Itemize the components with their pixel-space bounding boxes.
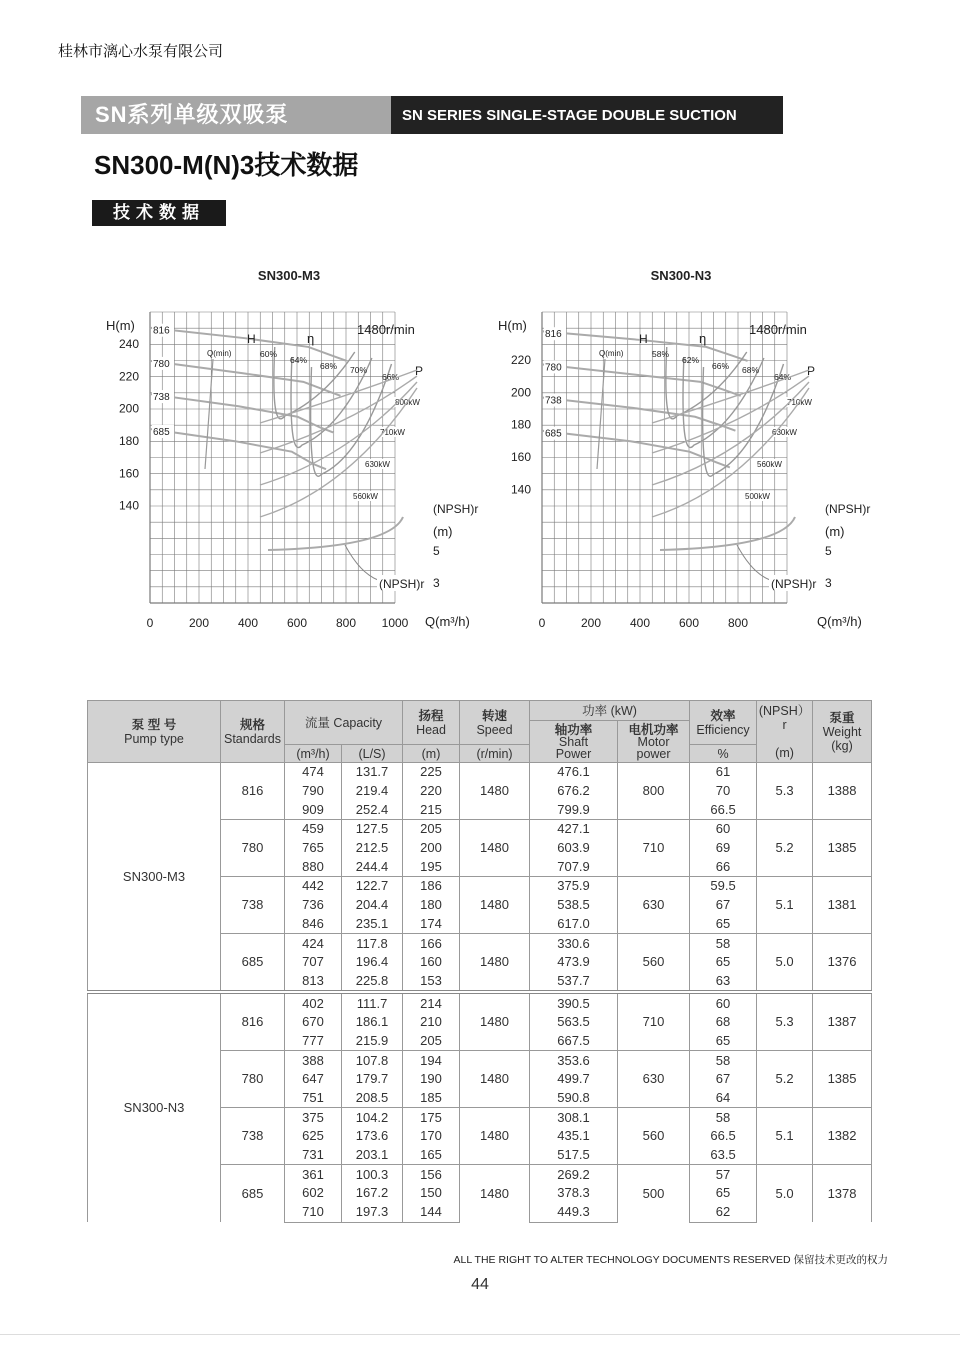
shaft-power-cell: 427.1 [530, 820, 618, 839]
th-efficiency-unit: % [690, 745, 757, 763]
shaft-power-cell: 353.6 [530, 1051, 618, 1070]
head-cell: 185 [403, 1089, 460, 1108]
flow-ls-cell: 179.7 [342, 1070, 403, 1089]
head-cell: 153 [403, 972, 460, 993]
head-curve-label: 780 [153, 358, 170, 370]
head-cell: 190 [403, 1070, 460, 1089]
x-tick-label: 200 [188, 616, 210, 630]
efficiency-cell: 66.5 [690, 800, 757, 819]
shaft-power-cell: 517.5 [530, 1146, 618, 1165]
shaft-power-cell: 476.1 [530, 763, 618, 782]
npsh-cell: 5.1 [757, 877, 813, 934]
head-curve-780 [542, 364, 741, 395]
x-tick-label: 1000 [381, 616, 409, 630]
power-label: 560kW [353, 492, 378, 501]
power-label: 500kW [745, 492, 770, 501]
speed-cell: 1480 [460, 877, 530, 934]
flow-m3h-cell: 361 [285, 1165, 342, 1184]
flow-ls-cell: 117.8 [342, 934, 403, 953]
section-tag: 技术数据 [92, 200, 226, 226]
shaft-power-cell: 269.2 [530, 1165, 618, 1184]
shaft-power-cell: 590.8 [530, 1089, 618, 1108]
pump-model-cell: SN300-M3 [88, 763, 221, 993]
npsh-pointer [345, 545, 378, 580]
head-curve-label: 816 [153, 325, 170, 337]
series-banner-cn: SN系列单级双吸泵 [81, 96, 391, 134]
qmin-marker: Q(min) [599, 349, 624, 358]
shaft-power-cell: 538.5 [530, 896, 618, 915]
weight-cell: 1385 [813, 1051, 872, 1108]
head-marker: H [639, 332, 648, 346]
motor-power-cell: 800 [618, 763, 690, 820]
flow-ls-cell: 122.7 [342, 877, 403, 896]
flow-m3h-cell: 710 [285, 1203, 342, 1222]
efficiency-cell: 67 [690, 896, 757, 915]
shaft-power-cell: 473.9 [530, 953, 618, 972]
flow-ls-cell: 204.4 [342, 896, 403, 915]
weight-cell: 1387 [813, 992, 872, 1051]
flow-m3h-cell: 880 [285, 857, 342, 876]
npsh-cell: 5.1 [757, 1108, 813, 1165]
pump-model-cell: SN300-N3 [88, 992, 221, 1222]
efficiency-curve [274, 347, 355, 419]
efficiency-cell: 62 [690, 1203, 757, 1222]
flow-m3h-cell: 625 [285, 1127, 342, 1146]
speed-cell: 1480 [460, 1165, 530, 1222]
flow-m3h-cell: 777 [285, 1032, 342, 1051]
motor-power-cell: 710 [618, 820, 690, 877]
page-edge-line [0, 1334, 960, 1335]
power-label: 630kW [365, 460, 390, 469]
efficiency-cell: 66 [690, 857, 757, 876]
x-tick-label: 800 [727, 616, 749, 630]
npsh-inline-label: (NPSH)r [379, 577, 425, 591]
th-pump-type: 泵 型 号 Pump type [88, 701, 221, 763]
efficiency-cell: 69 [690, 839, 757, 858]
standard-cell: 780 [221, 820, 285, 877]
speed-label: 1480r/min [749, 322, 807, 337]
flow-m3h-cell: 790 [285, 782, 342, 801]
shaft-power-cell: 330.6 [530, 934, 618, 953]
efficiency-cell: 65 [690, 1184, 757, 1203]
flow-m3h-cell: 442 [285, 877, 342, 896]
flow-m3h-cell: 765 [285, 839, 342, 858]
y-tick-label: 200 [510, 385, 531, 400]
efficiency-cell: 65 [690, 953, 757, 972]
th-capacity-m3h: (m³/h) [285, 745, 342, 763]
flow-ls-cell: 212.5 [342, 839, 403, 858]
npsh-axis-label: (NPSH)r [825, 502, 871, 516]
standard-cell: 738 [221, 1108, 285, 1165]
weight-cell: 1385 [813, 820, 872, 877]
series-banner-en: SN SERIES SINGLE-STAGE DOUBLE SUCTION PUMPS [391, 96, 783, 134]
power-label: 800kW [395, 398, 420, 407]
head-cell: 180 [403, 896, 460, 915]
efficiency-cell: 65 [690, 915, 757, 934]
qmin-line [597, 359, 605, 469]
head-curve-label: 816 [545, 329, 562, 341]
head-curve-685 [542, 428, 730, 468]
y-tick-label: 180 [118, 434, 139, 448]
efficiency-cell: 61 [690, 763, 757, 782]
efficiency-label: 60% [260, 349, 278, 359]
shaft-power-cell: 449.3 [530, 1203, 618, 1222]
head-curve-738 [150, 394, 333, 432]
npsh-tick-label: 5 [433, 544, 440, 558]
motor-power-cell: 630 [618, 1051, 690, 1108]
y-axis-label: H(m) [498, 318, 527, 333]
weight-cell: 1376 [813, 934, 872, 993]
speed-cell: 1480 [460, 934, 530, 993]
x-axis-label: Q(m³/h) [425, 614, 470, 629]
y-tick-label: 160 [118, 466, 139, 481]
npsh-axis-unit: (m) [433, 524, 453, 539]
power-label: 560kW [757, 460, 782, 469]
speed-cell: 1480 [460, 820, 530, 877]
flow-ls-cell: 131.7 [342, 763, 403, 782]
x-tick-label: 400 [237, 616, 259, 630]
th-weight: 泵重 Weight (kg) [813, 701, 872, 763]
head-cell: 165 [403, 1146, 460, 1165]
efficiency-cell: 58 [690, 934, 757, 953]
flow-m3h-cell: 736 [285, 896, 342, 915]
efficiency-label: 70% [350, 365, 368, 375]
x-tick-label: 600 [286, 616, 308, 630]
efficiency-label: 68% [320, 361, 338, 371]
head-cell: 186 [403, 877, 460, 896]
shaft-power-cell: 435.1 [530, 1127, 618, 1146]
flow-m3h-cell: 474 [285, 763, 342, 782]
y-tick-label: 180 [510, 417, 531, 432]
efficiency-cell: 64 [690, 1089, 757, 1108]
npsh-pointer [737, 545, 770, 580]
th-power: 功率 (kW) [530, 701, 690, 721]
flow-ls-cell: 104.2 [342, 1108, 403, 1127]
shaft-power-cell: 617.0 [530, 915, 618, 934]
flow-ls-cell: 252.4 [342, 800, 403, 819]
shaft-power-cell: 537.7 [530, 972, 618, 993]
flow-ls-cell: 173.6 [342, 1127, 403, 1146]
power-marker: P [415, 364, 424, 378]
head-cell: 195 [403, 857, 460, 876]
head-marker: H [247, 332, 256, 346]
shaft-power-cell: 375.9 [530, 877, 618, 896]
flow-ls-cell: 127.5 [342, 820, 403, 839]
standard-cell: 816 [221, 992, 285, 1051]
table-row [88, 763, 872, 782]
spec-table [87, 700, 872, 1223]
th-capacity-ls: (L/S) [342, 745, 403, 763]
weight-cell: 1388 [813, 763, 872, 820]
shaft-power-cell: 499.7 [530, 1070, 618, 1089]
head-cell: 194 [403, 1051, 460, 1070]
efficiency-cell: 65 [690, 1032, 757, 1051]
flow-m3h-cell: 375 [285, 1108, 342, 1127]
head-cell: 175 [403, 1108, 460, 1127]
flow-ls-cell: 111.7 [342, 992, 403, 1013]
flow-m3h-cell: 402 [285, 992, 342, 1013]
standard-cell: 738 [221, 877, 285, 934]
power-label: 630kW [772, 428, 797, 437]
head-cell: 210 [403, 1013, 460, 1032]
flow-ls-cell: 219.4 [342, 782, 403, 801]
flow-m3h-cell: 459 [285, 820, 342, 839]
efficiency-label: 66% [712, 361, 730, 371]
head-curve-label: 738 [545, 395, 562, 407]
efficiency-cell: 60 [690, 992, 757, 1013]
y-tick-label: 220 [118, 369, 139, 384]
efficiency-cell: 57 [690, 1165, 757, 1184]
x-tick-label: 400 [629, 616, 651, 630]
block-sn300-n3 [88, 992, 872, 1222]
efficiency-cell: 68 [690, 1013, 757, 1032]
efficiency-marker: η [307, 331, 315, 346]
flow-m3h-cell: 909 [285, 800, 342, 819]
x-tick-label: 200 [580, 616, 602, 630]
shaft-power-cell: 378.3 [530, 1184, 618, 1203]
qmin-line [205, 359, 213, 469]
flow-ls-cell: 244.4 [342, 857, 403, 876]
head-cell: 156 [403, 1165, 460, 1184]
shaft-power-cell: 390.5 [530, 992, 618, 1013]
npsh-cell: 5.0 [757, 934, 813, 993]
x-tick-label: 0 [538, 616, 546, 630]
flow-m3h-cell: 602 [285, 1184, 342, 1203]
y-tick-label: 140 [118, 498, 139, 513]
efficiency-cell: 67 [690, 1070, 757, 1089]
flow-ls-cell: 225.8 [342, 972, 403, 993]
efficiency-label: 66% [382, 372, 400, 382]
shaft-power-cell: 308.1 [530, 1108, 618, 1127]
th-speed: 转速 Speed [460, 701, 530, 745]
npsh-cell: 5.3 [757, 763, 813, 820]
th-npsh: (NPSH）r (m) [757, 701, 813, 763]
flow-ls-cell: 196.4 [342, 953, 403, 972]
flow-m3h-cell: 388 [285, 1051, 342, 1070]
efficiency-label: 64% [774, 372, 792, 382]
flow-m3h-cell: 751 [285, 1089, 342, 1108]
power-label: 710kW [380, 428, 405, 437]
motor-power-cell: 710 [618, 992, 690, 1051]
th-motor-power: 电机功率 Motor power [618, 721, 690, 763]
head-curve-label: 685 [153, 426, 170, 438]
npsh-tick-label: 5 [825, 544, 832, 558]
head-cell: 144 [403, 1203, 460, 1222]
shaft-power-cell: 563.5 [530, 1013, 618, 1032]
npsh-tick-label: 3 [433, 576, 440, 590]
npsh-tick-label: 3 [825, 576, 832, 590]
efficiency-label: 64% [290, 355, 308, 365]
flow-ls-cell: 197.3 [342, 1203, 403, 1222]
npsh-axis-unit: (m) [825, 524, 845, 539]
head-cell: 205 [403, 1032, 460, 1051]
efficiency-marker: η [699, 331, 707, 346]
head-curve-label: 780 [545, 362, 562, 374]
head-curve-label: 738 [153, 392, 170, 404]
efficiency-cell: 66.5 [690, 1127, 757, 1146]
performance-chart-m3 [95, 255, 495, 640]
efficiency-cell: 60 [690, 820, 757, 839]
head-cell: 150 [403, 1184, 460, 1203]
motor-power-cell: 630 [618, 877, 690, 934]
speed-cell: 1480 [460, 763, 530, 820]
speed-cell: 1480 [460, 1051, 530, 1108]
standard-cell: 685 [221, 1165, 285, 1222]
efficiency-cell: 58 [690, 1108, 757, 1127]
chart-title: SN300-N3 [650, 268, 712, 283]
y-tick-label: 160 [510, 450, 531, 464]
y-axis-label: H(m) [106, 318, 135, 333]
flow-ls-cell: 208.5 [342, 1089, 403, 1108]
speed-cell: 1480 [460, 1108, 530, 1165]
weight-cell: 1378 [813, 1165, 872, 1222]
npsh-cell: 5.0 [757, 1165, 813, 1222]
head-cell: 160 [403, 953, 460, 972]
th-shaft-power: 轴功率 Shaft Power [530, 721, 618, 763]
motor-power-cell: 560 [618, 1108, 690, 1165]
npsh-axis-label: (NPSH)r [433, 502, 479, 516]
standard-cell: 816 [221, 763, 285, 820]
th-capacity: 流量 Capacity [285, 701, 403, 745]
company-name: 桂林市漓心水泵有限公司 [58, 43, 224, 60]
chart-title: SN300-M3 [257, 268, 321, 283]
power-curve [652, 388, 809, 517]
th-speed-unit: (r/min) [460, 745, 530, 763]
y-tick-label: 240 [118, 337, 139, 351]
shaft-power-cell: 676.2 [530, 782, 618, 801]
y-tick-label: 220 [510, 353, 531, 367]
head-cell: 166 [403, 934, 460, 953]
x-tick-label: 600 [678, 616, 700, 630]
rights-note: ALL THE RIGHT TO ALTER TECHNOLOGY DOCUMENTS RESERVED 保留技术更改的权力 [453, 1254, 888, 1266]
efficiency-cell: 58 [690, 1051, 757, 1070]
th-head: 扬程 Head [403, 701, 460, 745]
efficiency-label: 58% [652, 349, 670, 359]
flow-m3h-cell: 647 [285, 1070, 342, 1089]
flow-m3h-cell: 424 [285, 934, 342, 953]
power-marker: P [807, 364, 816, 378]
x-tick-label: 0 [146, 616, 154, 630]
shaft-power-cell: 603.9 [530, 839, 618, 858]
flow-ls-cell: 235.1 [342, 915, 403, 934]
npsh-inline-label: (NPSH)r [771, 577, 817, 591]
flow-ls-cell: 107.8 [342, 1051, 403, 1070]
flow-ls-cell: 186.1 [342, 1013, 403, 1032]
standard-cell: 780 [221, 1051, 285, 1108]
shaft-power-cell: 667.5 [530, 1032, 618, 1051]
speed-cell: 1480 [460, 992, 530, 1051]
page-number: 44 [471, 1276, 489, 1293]
flow-m3h-cell: 846 [285, 915, 342, 934]
flow-m3h-cell: 707 [285, 953, 342, 972]
speed-label: 1480r/min [357, 322, 415, 337]
head-cell: 214 [403, 992, 460, 1013]
y-tick-label: 140 [510, 482, 531, 497]
y-tick-label: 200 [118, 401, 139, 416]
efficiency-cell: 63.5 [690, 1146, 757, 1165]
head-curve-label: 685 [545, 428, 562, 440]
flow-ls-cell: 100.3 [342, 1165, 403, 1184]
weight-cell: 1381 [813, 877, 872, 934]
efficiency-cell: 70 [690, 782, 757, 801]
th-efficiency: 效率 Efficiency [690, 701, 757, 745]
flow-ls-cell: 203.1 [342, 1146, 403, 1165]
power-curve [260, 388, 417, 517]
head-curve-685 [150, 426, 326, 469]
efficiency-cell: 63 [690, 972, 757, 993]
efficiency-label: 62% [682, 355, 700, 365]
spec-table-wrap [87, 700, 871, 1223]
motor-power-cell: 500 [618, 1165, 690, 1222]
table-row [88, 992, 872, 1013]
head-cell: 200 [403, 839, 460, 858]
head-cell: 170 [403, 1127, 460, 1146]
npsh-cell: 5.2 [757, 820, 813, 877]
head-cell: 174 [403, 915, 460, 934]
page-title: SN300-M(N)3技术数据 [94, 150, 359, 180]
head-curve-738 [542, 395, 735, 431]
flow-m3h-cell: 670 [285, 1013, 342, 1032]
npsh-cell: 5.3 [757, 992, 813, 1051]
block-sn300-m3 [88, 763, 872, 993]
flow-m3h-cell: 813 [285, 972, 342, 993]
power-label: 710kW [787, 398, 812, 407]
qmin-marker: Q(min) [207, 349, 232, 358]
motor-power-cell: 560 [618, 934, 690, 993]
head-cell: 215 [403, 800, 460, 819]
npsh-cell: 5.2 [757, 1051, 813, 1108]
x-axis-label: Q(m³/h) [817, 614, 862, 629]
efficiency-label: 68% [742, 365, 760, 375]
head-cell: 205 [403, 820, 460, 839]
shaft-power-cell: 707.9 [530, 857, 618, 876]
head-cell: 220 [403, 782, 460, 801]
standard-cell: 685 [221, 934, 285, 993]
flow-m3h-cell: 731 [285, 1146, 342, 1165]
efficiency-cell: 59.5 [690, 877, 757, 896]
flow-ls-cell: 215.9 [342, 1032, 403, 1051]
performance-chart-n3 [487, 255, 887, 640]
flow-ls-cell: 167.2 [342, 1184, 403, 1203]
weight-cell: 1382 [813, 1108, 872, 1165]
shaft-power-cell: 799.9 [530, 800, 618, 819]
x-tick-label: 800 [335, 616, 357, 630]
head-cell: 225 [403, 763, 460, 782]
th-standards: 规格 Standards [221, 701, 285, 763]
th-head-unit: (m) [403, 745, 460, 763]
